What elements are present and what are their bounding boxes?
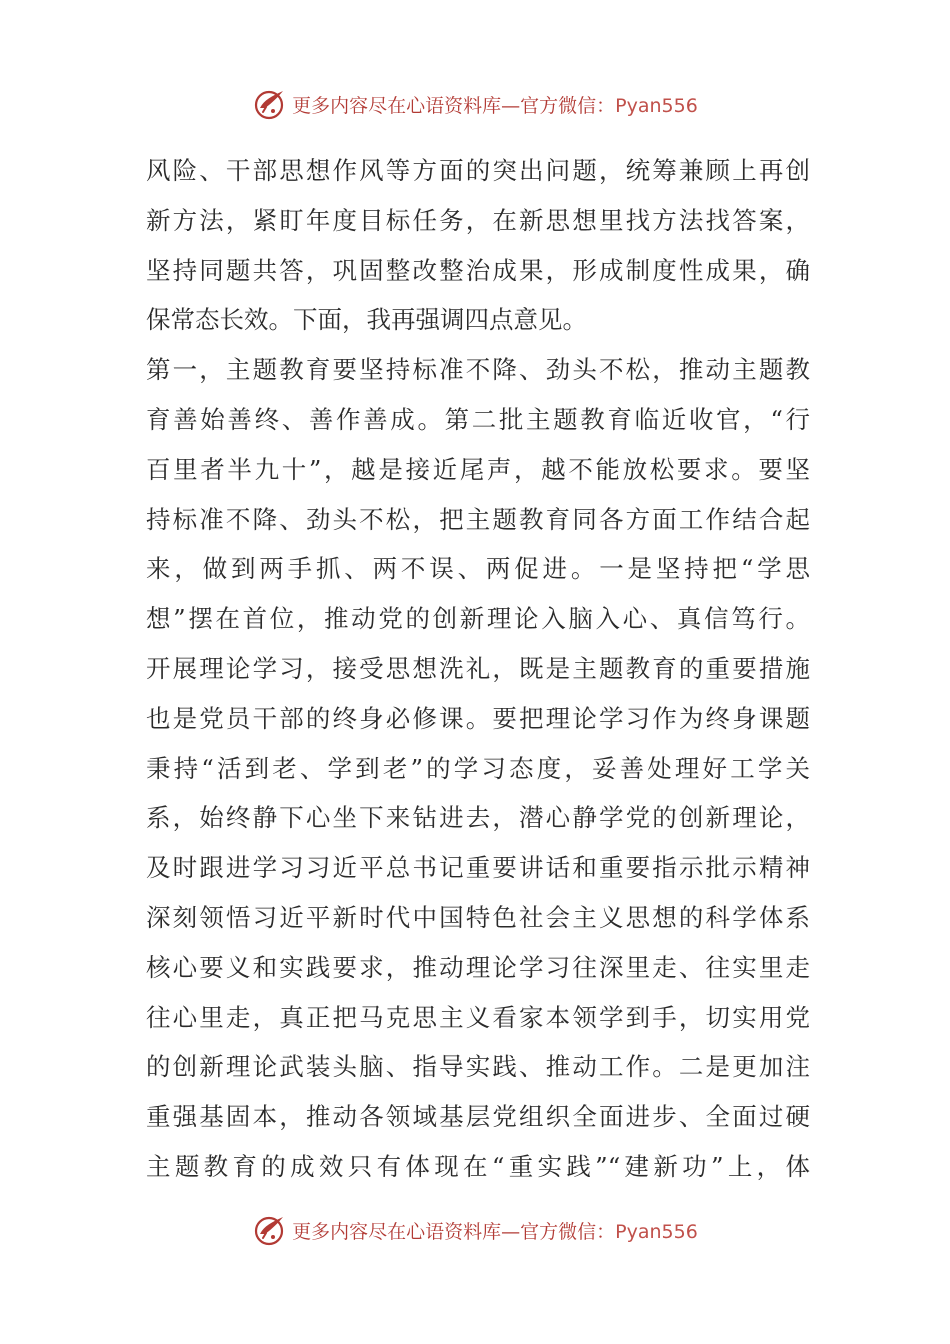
paragraph-1 <box>146 146 810 345</box>
text-line: 核心要义和实践要求，推动理论学习往深里走、往实里走 <box>146 952 810 982</box>
wechat-id: Pyan556 <box>615 94 698 117</box>
text-line: 及时跟进学习习近平总书记重要讲话和重要指示批示精神 <box>146 853 810 883</box>
text-line: 往心里走，真正把马克思主义看家本领学到手，切实用党 <box>146 1002 810 1032</box>
pen-circle-logo-icon <box>252 1212 288 1248</box>
pen-circle-logo-icon <box>252 86 288 122</box>
text-line: 主题教育的成效只有体现在“重实践”“建新功”上，体 <box>146 1151 810 1181</box>
text-line: 百里者半九十”，越是接近尾声，越不能放松要求。要坚 <box>146 454 810 484</box>
text-line: 第一，主题教育要坚持标准不降、劲头不松，推动主题教 <box>146 355 810 385</box>
text-line: 保常态长效。下面，我再强调四点意见。 <box>146 305 587 335</box>
text-line: 来，做到两手抓、两不误、两促进。一是坚持把“学思 <box>146 554 810 584</box>
text-line: 新方法，紧盯年度目标任务，在新思想里找方法找答案， <box>146 205 810 235</box>
text-line: 坚持同题共答，巩固整改整治成果，形成制度性成果，确 <box>146 255 810 285</box>
footer-watermark <box>0 1210 950 1250</box>
text-line: 持标准不降、劲头不松，把主题教育同各方面工作结合起 <box>146 504 810 534</box>
paragraph-2 <box>146 345 810 1192</box>
text-line: 想”摆在首位，推动党的创新理论入脑入心、真信笃行。 <box>146 604 810 634</box>
text-line: 育善始善终、善作善成。第二批主题教育临近收官，“行 <box>146 404 810 434</box>
text-line: 系，始终静下心坐下来钻进去，潜心静学党的创新理论， <box>146 803 810 833</box>
text-line: 也是党员干部的终身必修课。要把理论学习作为终身课题 <box>146 703 810 733</box>
watermark-text: 更多内容尽在心语资料库—官方微信： <box>292 94 616 117</box>
watermark-text: 更多内容尽在心语资料库—官方微信： <box>292 1220 616 1243</box>
text-line: 风险、干部思想作风等方面的突出问题，统筹兼顾上再创 <box>146 156 810 185</box>
text-line: 深刻领悟习近平新时代中国特色社会主义思想的科学体系 <box>146 902 810 932</box>
wechat-id: Pyan556 <box>615 1220 698 1243</box>
text-line: 的创新理论武装头脑、指导实践、推动工作。二是更加注 <box>146 1052 810 1082</box>
text-line: 开展理论学习，接受思想洗礼，既是主题教育的重要措施 <box>146 653 810 683</box>
text-line: 重强基固本，推动各领域基层党组织全面进步、全面过硬 <box>146 1102 810 1132</box>
text-line: 秉持“活到老、学到老”的学习态度，妥善处理好工学关 <box>146 753 810 783</box>
document-body <box>146 146 810 1192</box>
header-watermark <box>0 84 950 124</box>
